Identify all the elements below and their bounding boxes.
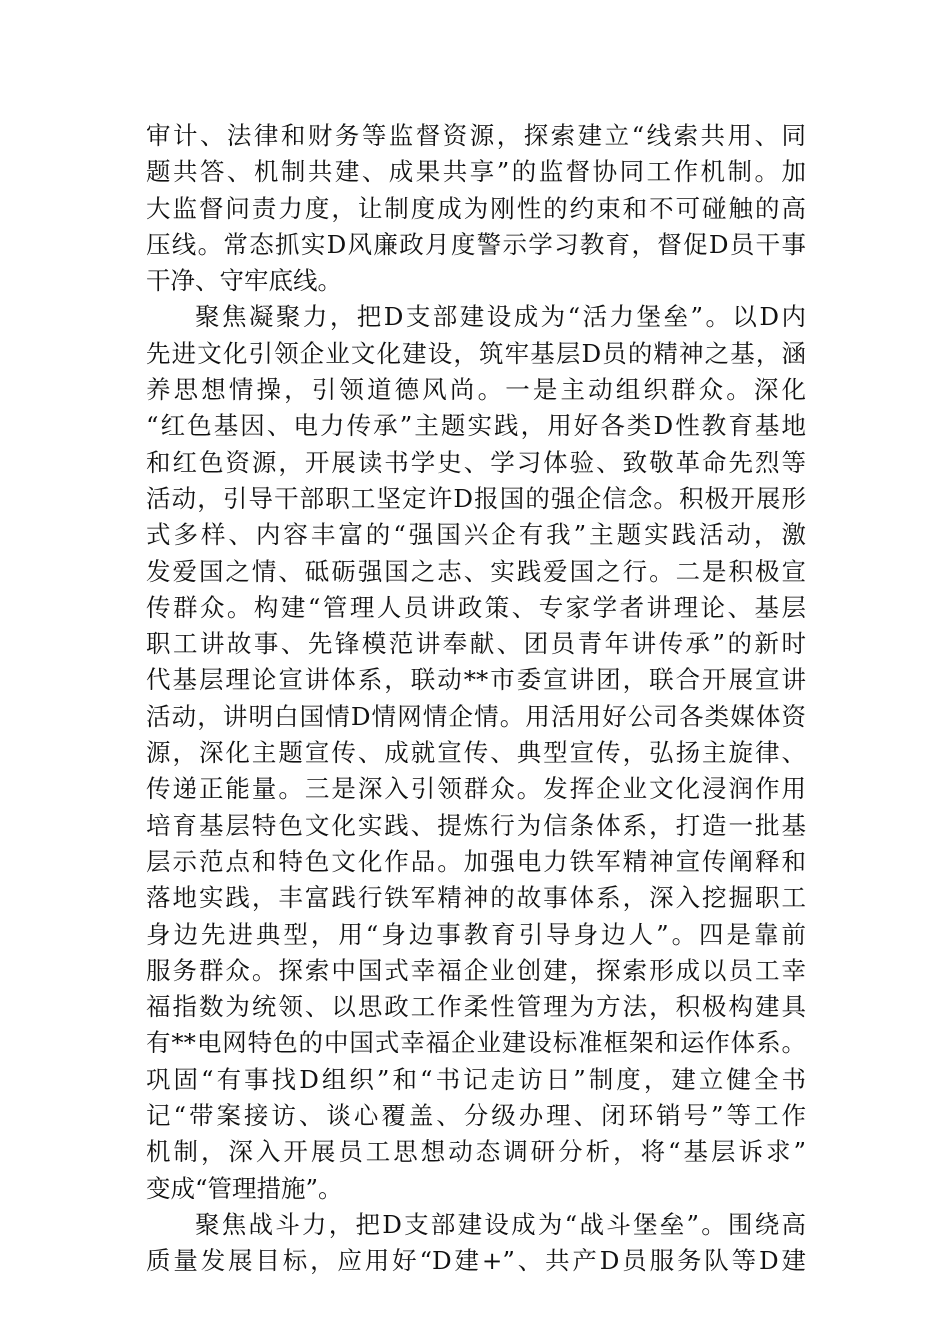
- paragraph-start-line: 聚焦凝聚力，把D支部建设成为“活力堡垒”。以D内: [195, 302, 806, 332]
- text-line: 机制，深入开展员工思想动态调研分析，将“基层诉求”: [146, 1137, 806, 1167]
- body-text: [146, 118, 806, 1280]
- text-line: 传群众。构建“管理人员讲政策、专家学者讲理论、基层: [146, 592, 806, 622]
- text-line: “红色基因、电力传承”主题实践，用好各类D性教育基地: [146, 411, 806, 441]
- text-line: 和红色资源，开展读书学史、学习体验、致敬革命先烈等: [146, 447, 806, 477]
- text-line: 先进文化引领企业文化建设，筑牢基层D员的精神之基，涵: [146, 338, 806, 368]
- text-line: 福指数为统领、以思政工作柔性管理为方法，积极构建具: [146, 992, 806, 1022]
- text-line: 有**电网特色的中国式幸福企业建设标准框架和运作体系。: [146, 1028, 806, 1058]
- text-line: 落地实践，丰富践行铁军精神的故事体系，深入挖掘职工: [146, 883, 806, 913]
- text-line: 身边先进典型，用“身边事教育引导身边人”。四是靠前: [146, 919, 806, 949]
- text-line: 质量发展目标，应用好“D建+”、共产D员服务队等D建: [146, 1246, 806, 1276]
- text-line: 养思想情操，引领道德风尚。一是主动组织群众。深化: [146, 375, 806, 405]
- text-line: 大监督问责力度，让制度成为刚性的约束和不可碰触的高: [146, 193, 806, 223]
- text-line: 培育基层特色文化实践、提炼行为信条体系，打造一批基: [146, 810, 806, 840]
- text-line: 题共答、机制共建、成果共享”的监督协同工作机制。加: [146, 157, 806, 187]
- text-line: 压线。常态抓实D风廉政月度警示学习教育，督促D员干事: [146, 229, 806, 259]
- text-line: 层示范点和特色文化作品。加强电力铁军精神宣传阐释和: [146, 846, 806, 876]
- text-line: 变成“管理措施”。: [146, 1173, 343, 1203]
- text-line: 记“带案接访、谈心覆盖、分级办理、闭环销号”等工作: [146, 1101, 806, 1131]
- text-line: 服务群众。探索中国式幸福企业创建，探索形成以员工幸: [146, 955, 806, 985]
- text-line: 审计、法律和财务等监督资源，探索建立“线索共用、同: [146, 121, 806, 150]
- text-line: 活动，引导干部职工坚定许D报国的强企信念。积极开展形: [146, 483, 806, 513]
- text-line: 式多样、内容丰富的“强国兴企有我”主题实践活动，激: [146, 520, 806, 550]
- text-line: 职工讲故事、先锋模范讲奉献、团员青年讲传承”的新时: [146, 629, 806, 659]
- text-line: 传递正能量。三是深入引领群众。发挥企业文化浸润作用: [146, 774, 806, 804]
- text-line: 巩固“有事找D组织”和“书记走访日”制度，建立健全书: [146, 1064, 806, 1094]
- text-line: 代基层理论宣讲体系，联动**市委宣讲团，联合开展宣讲: [146, 665, 806, 695]
- paragraph-start-line: 聚焦战斗力，把D支部建设成为“战斗堡垒”。围绕高: [195, 1209, 806, 1239]
- text-line: 活动，讲明白国情D情网情企情。用活用好公司各类媒体资: [146, 701, 806, 731]
- text-line: 发爱国之情、砥砺强国之志、实践爱国之行。二是积极宣: [146, 556, 806, 586]
- text-line: 干净、守牢底线。: [146, 266, 342, 296]
- text-line: 源，深化主题宣传、成就宣传、典型宣传，弘扬主旋律、: [146, 738, 806, 768]
